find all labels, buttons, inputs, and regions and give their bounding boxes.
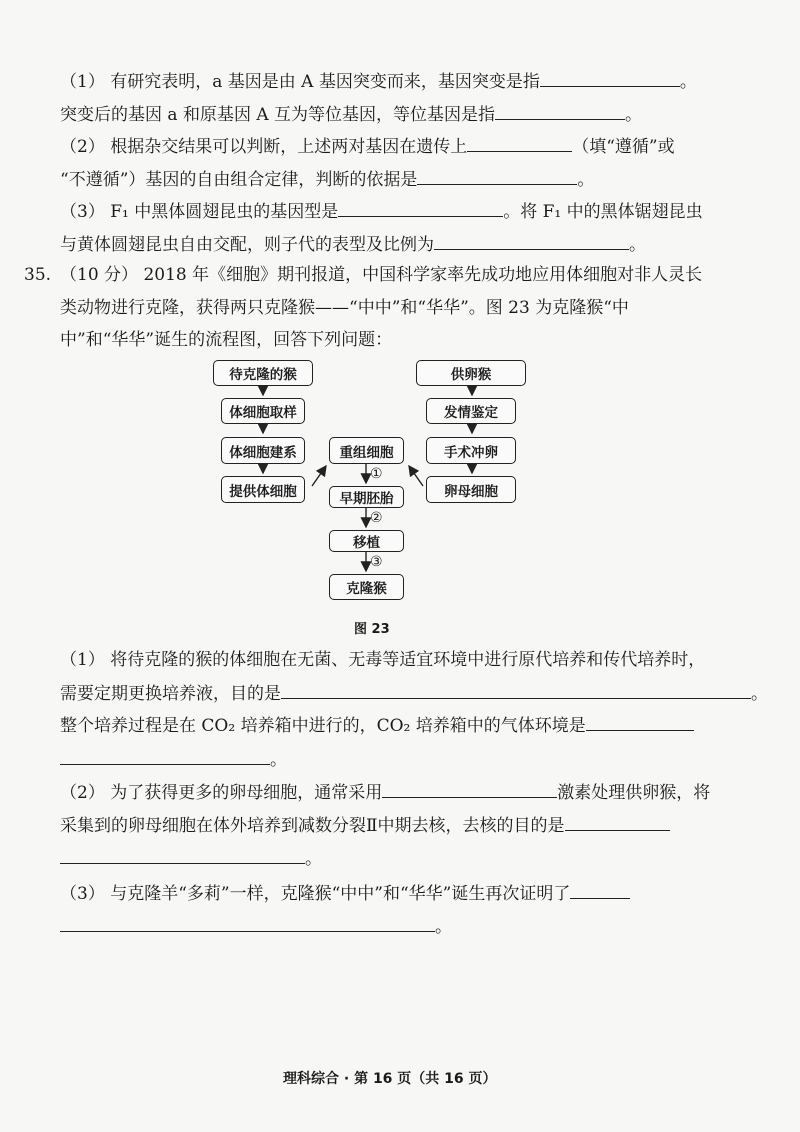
box-egg-donor-monkey: 供卵猴 [416,360,526,386]
q34-part2-line2: “不遵循”）基因的自由组合定律，判断的依据是 。 [60,166,594,192]
q35-part1-line1: （1） 将待克隆的猴的体细胞在无菌、无毒等适宜环境中进行原代培养和传代培养时， [60,650,706,670]
answer-blank-8[interactable] [586,712,694,731]
q35-part2-line1: （2） 为了获得更多的卵母细胞，通常采用 激素处理供卵猴，将 [60,779,710,805]
q34-part1-line2: 突变后的基因 a 和原基因 A 互为等位基因，等位基因是指 。 [60,101,642,127]
figure-caption: 图 23 [354,622,390,637]
box-recombined-cell: 重组细胞 [329,437,404,464]
box-provide-somatic-cell: 提供体细胞 [221,476,305,503]
q34-part2-line1: （2） 根据杂交结果可以判断，上述两对基因在遗传上 （填“遵循”或 [60,133,675,159]
answer-blank-7[interactable] [281,680,751,699]
q34-part3-line2: 与黄体圆翅昆虫自由交配，则子代的表型及比例为 。 [60,231,646,257]
q35-part1-line4: 。 [60,746,287,772]
step-2-marker: ② [370,510,383,526]
answer-blank-9[interactable] [382,779,557,798]
q35-part1-line3: 整个培养过程是在 CO₂ 培养箱中进行的，CO₂ 培养箱中的气体环境是 [60,712,694,738]
q35-part3-line1: （3） 与克隆羊“多莉”一样，克隆猴“中中”和“华华”诞生再次证明了 [60,880,630,906]
answer-blank-11[interactable] [570,880,630,899]
q34-part1-line1: （1） 有研究表明，a 基因是由 A 基因突变而来，基因突变是指 。 [60,68,697,94]
step-3-marker: ③ [370,554,383,570]
question-number: 35. [24,265,52,285]
answer-blank-11-cont[interactable] [60,913,435,932]
box-estrus-identification: 发情鉴定 [426,398,516,424]
box-monkey-to-clone: 待克隆的猴 [213,360,313,386]
q35-part2-line3: 。 [60,845,322,871]
step-1-marker: ① [370,466,383,482]
box-cloned-monkey: 克隆猴 [329,574,404,600]
answer-blank-8-cont[interactable] [60,746,270,765]
q35-part3-line2: 。 [60,913,452,939]
box-oocyte: 卵母细胞 [426,476,516,503]
box-transplant: 移植 [329,530,404,552]
q35-intro-line1: （10 分） 2018 年《细胞》期刊报道，中国科学家率先成功地应用体细胞对非人灵长 [60,265,703,285]
answer-blank-10[interactable] [565,812,670,831]
q34-part3-line1: （3） F₁ 中黑体圆翅昆虫的基因型是 。将 F₁ 中的黑体锯翅昆虫 [60,198,703,224]
box-somatic-cell-line: 体细胞建系 [221,437,305,464]
q35-part1-line2: 需要定期更换培养液，目的是 。 [60,680,768,706]
q35-intro-line3: 中”和“华华”诞生的流程图，回答下列问题： [60,330,393,350]
answer-blank-10-cont[interactable] [60,845,305,864]
page-footer: 理科综合 · 第 16 页（共 16 页） [283,1071,497,1087]
box-somatic-sampling: 体细胞取样 [221,398,305,424]
box-surgical-egg-flush: 手术冲卵 [426,437,516,464]
box-early-embryo: 早期胚胎 [329,486,404,508]
q35-part2-line2: 采集到的卵母细胞在体外培养到减数分裂Ⅱ中期去核，去核的目的是 [60,812,670,838]
q35-intro-line2: 类动物进行克隆，获得两只克隆猴——“中中”和“华华”。图 23 为克隆猴“中 [60,298,629,318]
